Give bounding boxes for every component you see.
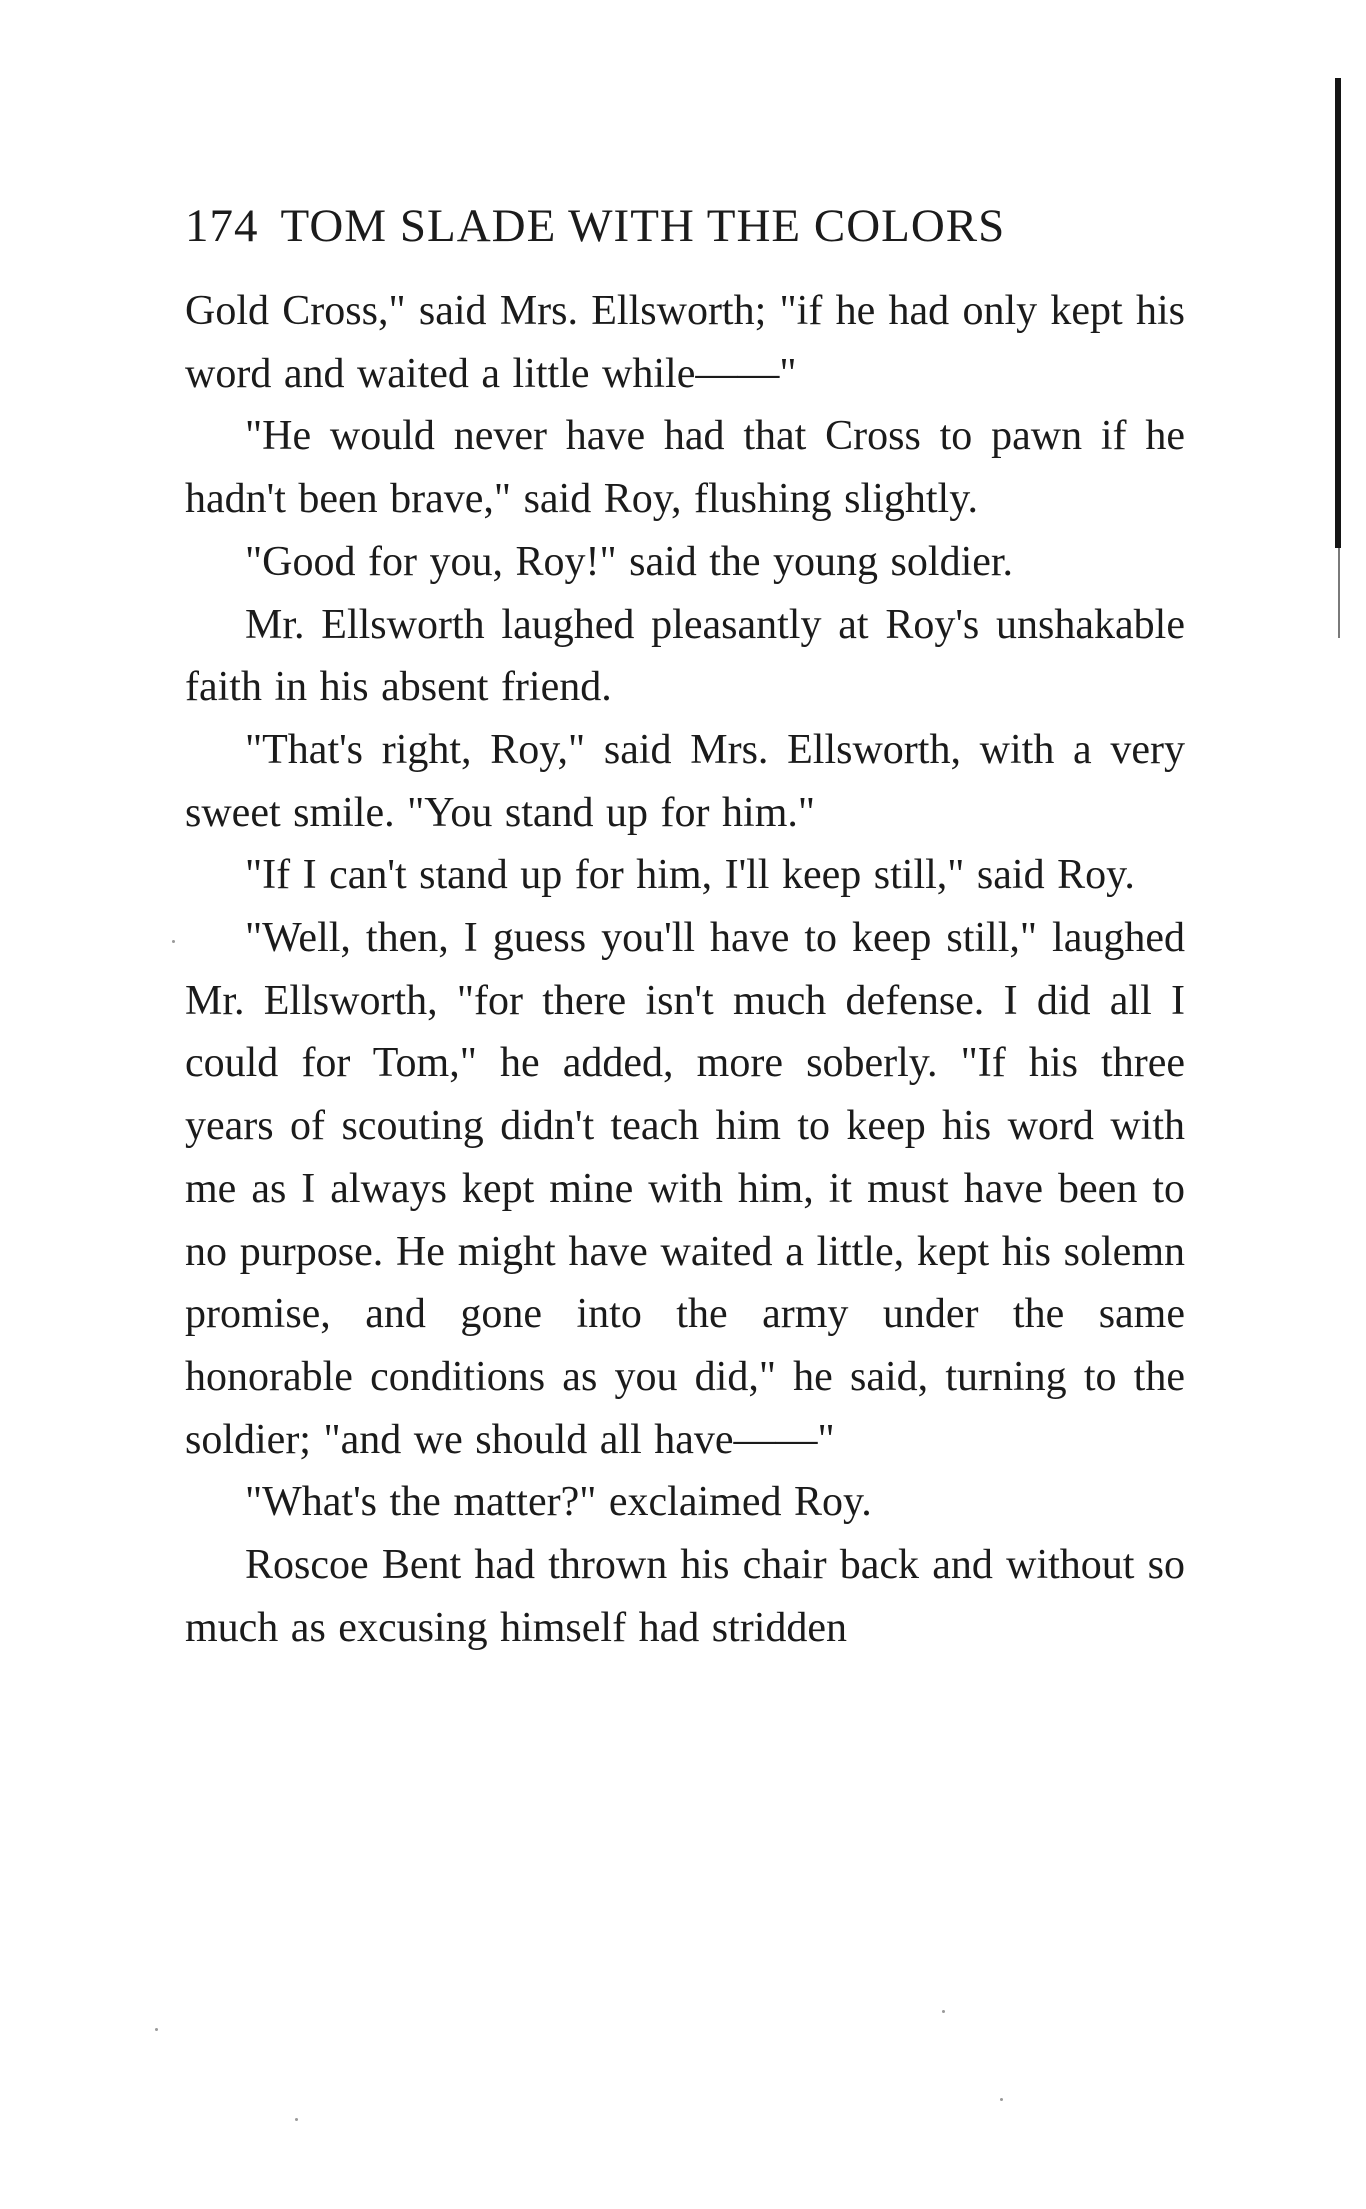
page-edge-shadow-faint — [1338, 548, 1340, 638]
paragraph: "That's right, Roy," said Mrs. Ellsworth, with a very sweet smile. "You stand up for him." — [185, 726, 1185, 836]
paragraph: Mr. Ellsworth laughed pleasantly at Roy's unshakable faith in his absent friend. — [185, 601, 1185, 711]
paragraph: "He would never have had that Cross to pawn if he hadn't been brave," said Roy, flushing slightly. — [185, 413, 1185, 523]
paragraph: "Well, then, I guess you'll have to keep still," laughed Mr. Ellsworth, "for there isn't much defense. I did all I could for Tom," he added, more soberly. "If his three years of scouting didn't teach him to keep his word with me as I always kept mine with him, it must have been to no purpose. He might have waited a little, kept his solemn promise, and gone into the army under the same honorable conditions as you did," he said, turning to the soldier; "and we should all have——" — [185, 915, 1185, 1463]
paragraph-continued: Gold Cross," said Mrs. Ellsworth; "if he had only kept his word and waited a little while——" — [185, 288, 1185, 397]
body-text — [185, 280, 1185, 1659]
scan-speck — [172, 940, 175, 943]
paragraph: "If I can't stand up for him, I'll keep still," said Roy. — [245, 852, 1135, 899]
scan-speck — [1000, 2098, 1003, 2101]
paragraph: "Good for you, Roy!" said the young soldier. — [245, 538, 1014, 585]
scan-speck — [155, 2028, 158, 2031]
page-edge-shadow — [1335, 78, 1341, 548]
running-header — [185, 196, 1185, 256]
scan-speck — [295, 2118, 298, 2121]
running-title: TOM SLADE WITH THE COLORS — [280, 200, 1006, 252]
paragraph: "What's the matter?" exclaimed Roy. — [245, 1479, 872, 1526]
scan-speck — [942, 2010, 945, 2013]
paragraph: Roscoe Bent had thrown his chair back and without so much as excusing himself had stridden — [185, 1542, 1185, 1651]
page-number: 174 — [185, 200, 259, 252]
